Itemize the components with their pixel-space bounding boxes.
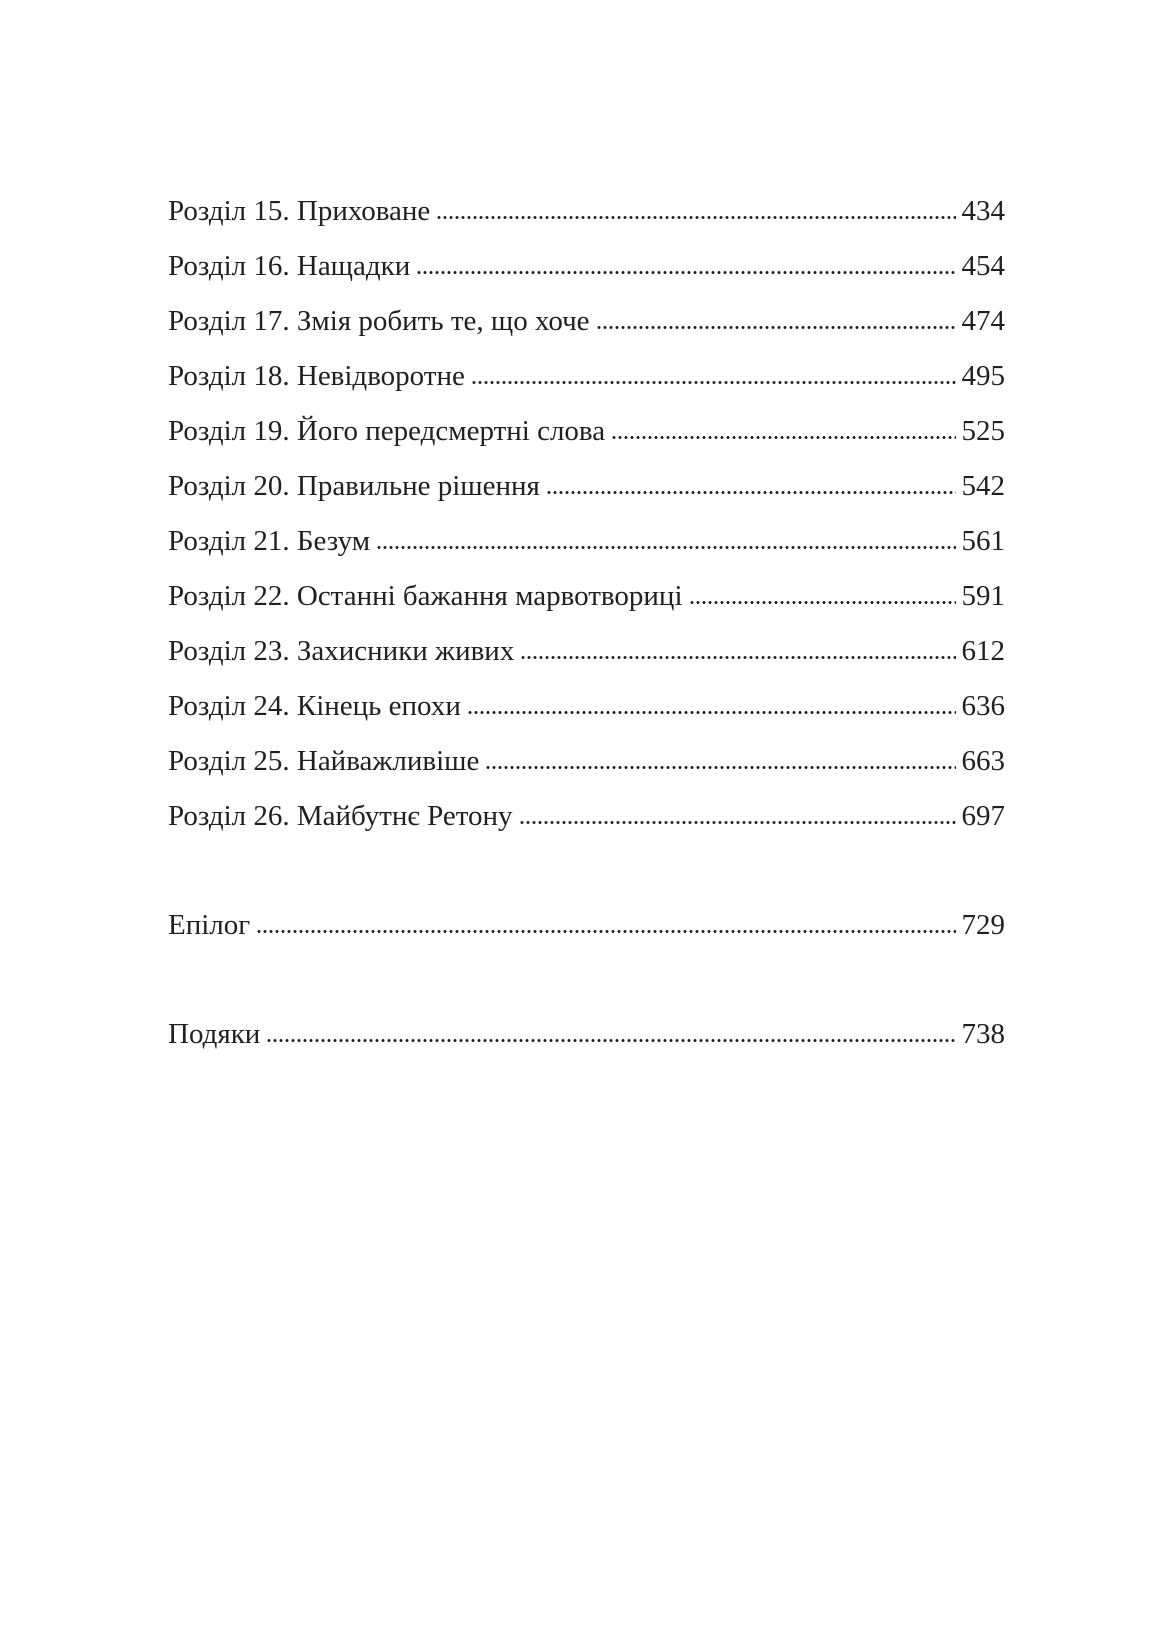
toc-entry-page-number: 738 [961,1018,1005,1050]
toc-entry-chapter-16 [168,245,1005,300]
toc-entry-chapter-22 [168,575,1005,630]
toc-entry-page-number: 474 [961,305,1005,337]
toc-entry-chapter-18 [168,355,1005,410]
toc-entry-title: Розділ 22. Останні бажання марвотвориці [168,580,683,612]
toc-entry-page-number: 663 [961,745,1005,777]
dot-leader [519,821,956,824]
dot-leader [611,436,955,439]
dot-leader [546,491,956,494]
toc-entry-page-number: 729 [961,909,1005,941]
dot-leader [416,271,955,274]
toc-entry-title: Розділ 16. Нащадки [168,250,411,282]
toc-entry-page-number: 434 [961,195,1005,227]
section-spacer [168,850,1005,904]
toc-entry-chapter-25 [168,740,1005,795]
section-spacer [168,959,1005,1013]
toc-entry-page-number: 495 [961,360,1005,392]
toc-entry-chapter-19 [168,410,1005,465]
dot-leader [467,711,956,714]
toc-entry-page-number: 454 [961,250,1005,282]
toc-entry-page-number: 591 [961,580,1005,612]
toc-entry-page-number: 697 [961,800,1005,832]
table-of-contents [168,190,1005,1068]
dot-leader [376,546,955,549]
toc-entry-title: Розділ 20. Правильне рішення [168,470,540,502]
toc-entry-chapter-21 [168,520,1005,575]
toc-entry-title: Розділ 23. Захисники живих [168,635,515,667]
toc-entry-title: Епілог [168,909,251,941]
dot-leader [596,326,956,329]
toc-entry-title: Розділ 19. Його передсмертні слова [168,415,606,447]
dot-leader [485,766,955,769]
toc-entry-chapter-15 [168,190,1005,245]
toc-entry-chapter-26 [168,795,1005,850]
toc-entry-page-number: 612 [961,635,1005,667]
toc-entry-chapter-23 [168,630,1005,685]
toc-entry-chapter-20 [168,465,1005,520]
toc-entry-chapter-24 [168,685,1005,740]
toc-entry-title: Розділ 15. Приховане [168,195,431,227]
toc-entry-title: Розділ 17. Змія робить те, що хоче [168,305,590,337]
toc-entry-page-number: 636 [961,690,1005,722]
toc-entry-title: Розділ 21. Безум [168,525,371,557]
toc-entry-title: Розділ 26. Майбутнє Ретону [168,800,513,832]
dot-leader [471,381,956,384]
dot-leader [256,930,955,933]
dot-leader [436,216,955,219]
toc-entry-title: Розділ 18. Невідворотне [168,360,465,392]
dot-leader [266,1039,955,1042]
toc-entry-chapter-17 [168,300,1005,355]
toc-entry-page-number: 561 [961,525,1005,557]
toc-entry-page-number: 525 [961,415,1005,447]
dot-leader [689,601,956,604]
toc-entry-title: Розділ 25. Найважливіше [168,745,480,777]
toc-entry-title: Розділ 24. Кінець епохи [168,690,461,722]
toc-entry-acknowledgements [168,1013,1005,1068]
toc-entry-page-number: 542 [961,470,1005,502]
dot-leader [520,656,955,659]
toc-entry-epilogue [168,904,1005,959]
toc-entry-title: Подяки [168,1018,261,1050]
